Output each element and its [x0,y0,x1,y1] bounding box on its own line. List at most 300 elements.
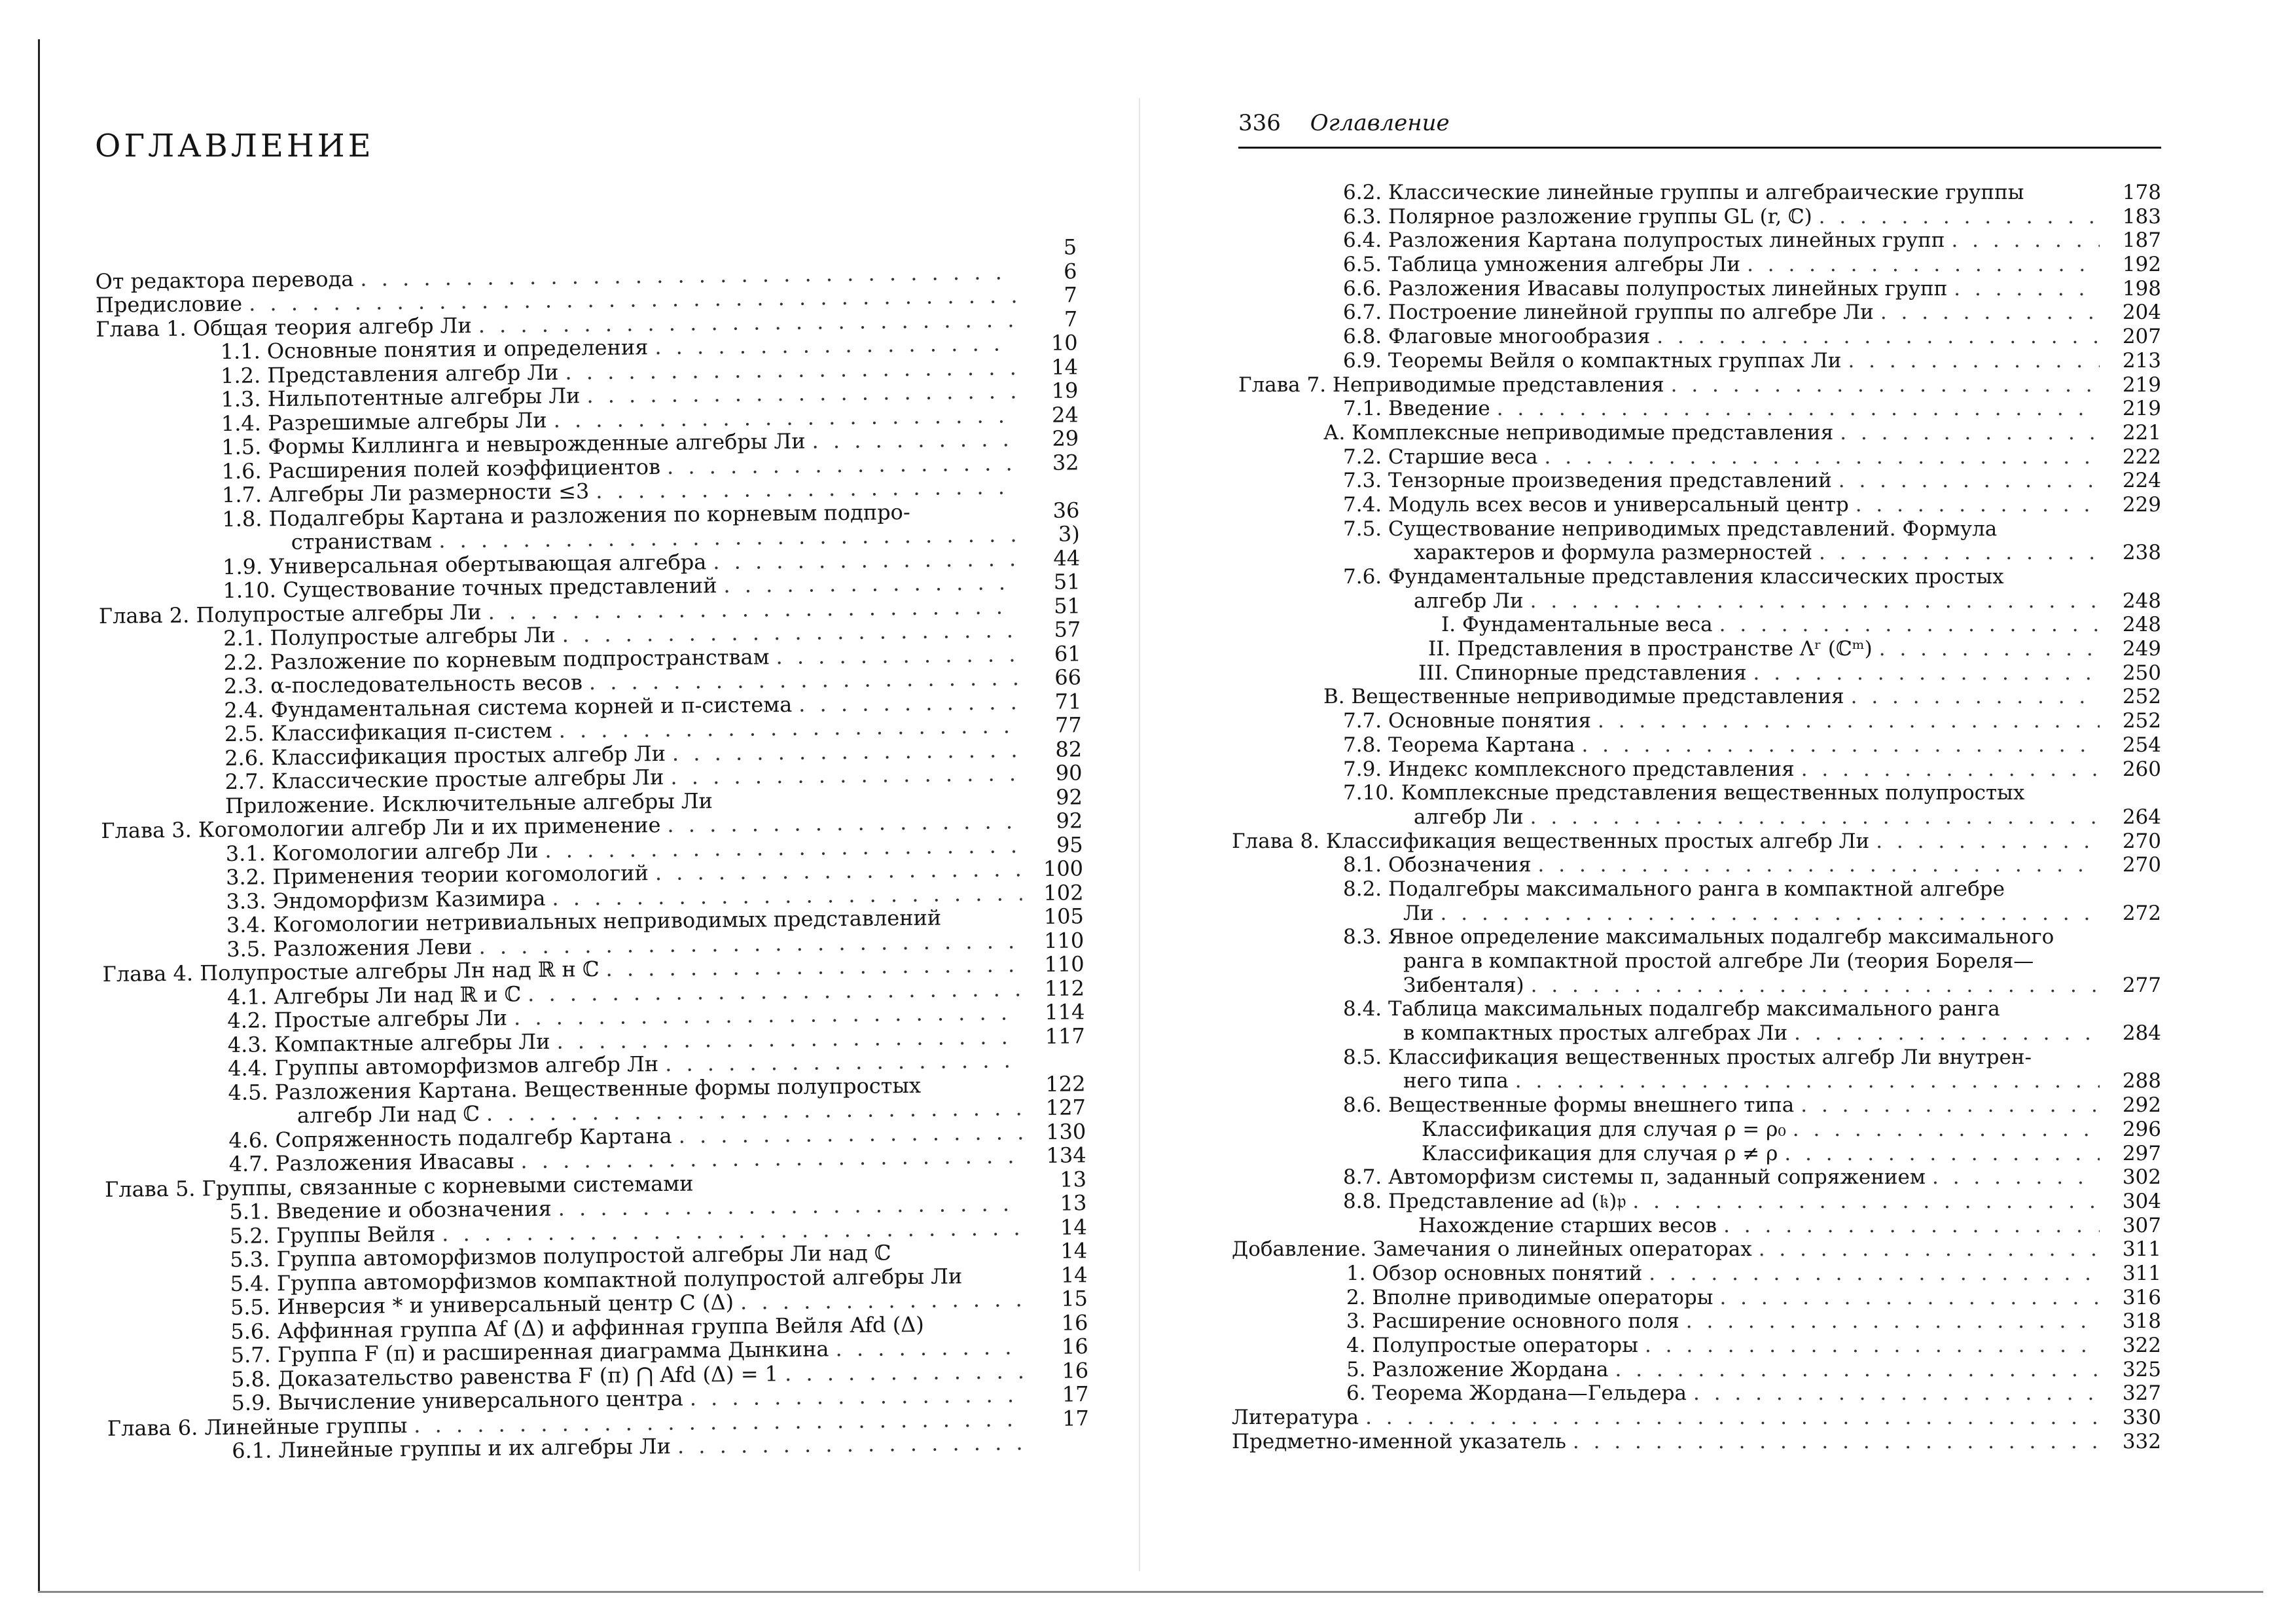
toc-entry-page: 304 [2122,1189,2161,1213]
toc-entry [1232,1286,2161,1310]
toc-leader-dots [1954,277,2100,301]
toc-entry-page: 238 [2122,541,2161,565]
toc-entry-page: 248 [2122,613,2161,637]
toc-entry-page: 288 [2122,1069,2161,1093]
page-title: ОГЛАВЛЕНИЕ [95,128,374,164]
toc-leader-dots [655,331,1016,359]
toc-entry-page: 224 [2122,469,2161,493]
toc-entry-label: 7.5. Существование неприводимых представлений. Формула [1343,517,1998,541]
toc-entry [1232,589,2161,613]
toc-entry-label: ранга в компактной простой алгебре Ли (теория Бореля— [1403,949,2034,973]
toc-entry-page: 92 [1055,784,1083,810]
toc-leader-dots [713,547,1018,574]
toc-leader-dots [812,427,1017,452]
toc-entry-page: 82 [1055,736,1083,762]
toc-entry-label: 7.1. Введение [1343,397,1490,421]
toc-entry [1232,949,2161,974]
toc-entry-page: 51 [1053,593,1081,619]
header-rule [1238,147,2161,149]
toc-entry-label: 7.6. Фундаментальные представления классических простых [1343,565,2004,589]
toc-entry-page: 127 [1045,1095,1086,1120]
toc-entry-label: Глава 4. Полупростые алгебры Лн над ℝ н ℂ [102,956,600,987]
toc-entry-page: 183 [2122,204,2161,228]
toc-entry-page: 66 [1054,665,1082,690]
toc-entry [1232,709,2161,733]
toc-entry-page: 302 [2122,1165,2161,1190]
running-head-title: Оглавление [1310,110,1450,136]
toc-entry-page: 16 [1061,1334,1088,1359]
toc-leader-dots [677,1431,1028,1458]
toc-leader-dots [672,738,1021,765]
toc-leader-dots [1645,1334,2100,1357]
toc-leader-dots [910,518,1028,519]
toc-leader-dots [1747,253,2100,276]
toc-entry-page: 32 [1052,449,1079,475]
toc-entry-page [1027,493,1079,494]
toc-entry-label: Классификация для случая ρ = ρ₀ [1422,1117,1786,1141]
toc-entry-label: 6.9. Теоремы Вейля о компактных группах Ли [1343,348,1842,373]
toc-entry [1232,1214,2161,1238]
toc-entry-page: 284 [2122,1021,2161,1046]
toc-entry [1232,853,2161,877]
toc-entry-label: 6.2. Классические линейные группы и алгебраические группы [1343,181,2024,204]
toc-entry-label: Глава 1. Общая теория алгебр Ли [96,312,472,342]
toc-leader-dots [1723,1214,2100,1237]
toc-leader-dots [776,642,1019,668]
toc-entry-label: Предисловие [95,291,243,318]
toc-entry-page: 250 [2122,661,2161,685]
toc-leader-dots [678,1120,1024,1148]
toc-leader-dots [1794,1021,2100,1045]
toc-entry-page: 207 [2122,325,2161,349]
toc-entry-label: 5.4. Группа автоморфизмов компактной полупростой алгебры Ли [230,1263,963,1296]
running-head [1238,110,1450,136]
toc-leader-dots [1719,613,2100,636]
toc-entry-label: 5.9. Вычисление универсального центра [231,1385,683,1415]
toc-leader-dots [1657,325,2100,348]
toc-entry-page: 51 [1053,569,1081,594]
toc-entry-label: 1.4. Разрешимые алгебры Ли [221,407,547,436]
toc-entry-label: 6.6. Разложения Ивасавы полупростых линейных групп [1343,276,1948,301]
toc-entry-label: 5.2. Группы Вейля [229,1221,436,1249]
toc-entry-label: в компактных простых алгебрах Ли [1403,1021,1788,1046]
toc-entry-page: 270 [2122,853,2161,877]
toc-entry-page: 29 [1052,426,1079,451]
toc-entry-label: 3.5. Разложения Леви [226,934,473,962]
toc-leader-dots [1497,397,2100,420]
toc-leader-dots [586,379,1016,407]
toc-entry-page: 311 [2122,1237,2161,1262]
toc-entry-label: Глава 8. Классификация вещественных простых алгебр Ли [1232,829,1870,853]
toc-leader-dots [667,451,1018,479]
toc-leader-dots [1515,1069,2100,1093]
toc-entry [1232,1142,2161,1166]
toc-entry-label: 5.6. Аффинная группа Af (Δ) и аффинная группа Вейля Afd (Δ) [230,1311,924,1344]
toc-entry [1232,565,2161,589]
toc-entry-page: 316 [2122,1285,2161,1309]
toc-leader-dots [924,1330,1036,1332]
toc-entry [1232,613,2161,637]
toc-entry [1232,1358,2161,1382]
toc-leader-dots [605,953,1022,981]
toc-entry-label: 5.7. Группа F (π) и расширенная диаграмма Дынкина [230,1336,829,1368]
toc-entry-page: 221 [2122,420,2161,445]
toc-leader-dots [1753,661,2100,685]
toc-entry-page: 92 [1056,808,1083,833]
toc-entry-label: алгебр Ли над ℂ [296,1101,480,1128]
toc-entry-page: 277 [2122,973,2161,997]
toc-entry-page: 272 [2122,901,2161,925]
toc-leader-dots [921,1091,1033,1093]
toc-entry [1232,781,2161,805]
toc-leader-dots [665,1048,1024,1076]
toc-leader-dots [1819,541,2100,564]
toc-leader-dots [1671,373,2100,397]
toc-entry [1232,1237,2161,1262]
toc-leader-dots [1851,685,2100,708]
page-number: 336 [1238,110,1281,136]
toc-leader-dots [835,1335,1027,1360]
toc-entry-page: 14 [1060,1262,1088,1288]
toc-entry-page: 318 [2122,1309,2161,1334]
toc-entry [1232,1262,2161,1286]
toc-entry [1232,1381,2161,1406]
toc-entry-label: Глава 7. Неприводимые представления [1238,373,1664,397]
toc-entry-label: характеров и формула размерностей [1414,541,1813,565]
toc-entry-page: 71 [1054,688,1082,714]
toc-entry-label: 1. Обзор основных понятий [1346,1261,1643,1285]
toc-leader-dots [1879,637,2100,661]
toc-entry-label: III. Спинорные представления [1418,661,1747,685]
toc-leader-dots [1441,902,2100,925]
toc-entry-page: 327 [2122,1381,2161,1406]
toc-entry-label: 5.3. Группа автоморфизмов полупростой алгебры Ли над ℂ [230,1240,891,1272]
toc-entry-label: Нахождение старших весов [1418,1213,1717,1237]
toc-leader-dots [1545,445,2100,469]
toc-entry [1232,1069,2161,1093]
toc-entry [1232,1093,2161,1118]
toc-entry [1232,349,2161,373]
toc-entry [1232,277,2161,301]
toc-entry-label: 2. Вполне приводимые операторы [1346,1285,1713,1309]
toc-entry-label: 8.4. Таблица максимальных подалгебр максимального ранга [1343,997,2000,1021]
toc-entry [1232,830,2161,854]
toc-entry-page: 307 [2122,1213,2161,1237]
toc-entry-label: Предметно-именной указатель [1232,1429,1566,1453]
toc-entry-label: 7.2. Старшие веса [1343,445,1538,469]
toc-entry-label: Глава 2. Полупростые алгебры Ли [98,599,482,629]
toc-entry-page: 187 [2122,228,2161,253]
toc-entry-label: I. Фундаментальные веса [1441,613,1713,637]
toc-entry-page: 213 [2122,348,2161,373]
toc-entry-page: 292 [2122,1093,2161,1118]
toc-entry [1232,205,2161,229]
toc-entry-label: 3.3. Эндоморфизм Казимира [226,885,546,914]
toc-leader-dots [1784,1142,2100,1165]
toc-entry [1232,373,2161,397]
toc-entry-page: 332 [2122,1429,2161,1453]
toc-entry [1232,805,2161,830]
toc-leader-dots [1686,1309,2100,1333]
toc-leader-dots [1880,301,2100,324]
toc-entry-label: 7.3. Тензорные произведения представлений [1343,469,1832,493]
toc-entry-page: 13 [1060,1190,1087,1216]
toc-entry-page: 14 [1060,1238,1088,1264]
toc-entry-label: 1.10. Существование точных представлений [223,573,717,603]
toc-entry [1232,661,2161,685]
toc-entry-page: 192 [2122,253,2161,277]
toc-entry [1232,757,2161,782]
toc-entry-page: 7 [1064,282,1078,308]
toc-entry-page: 249 [2122,637,2161,661]
toc-entry [1232,902,2161,926]
toc-entry-label: 1.5. Формы Киллинга и невырожденные алгебры Ли [221,428,806,460]
toc-entry-label: 4.4. Группы автоморфизмов алгебр Лн [227,1051,659,1081]
toc-entry-page: 5 [1063,234,1077,260]
toc-entry [1232,925,2161,949]
toc-leader-dots [798,690,1020,716]
toc-entry-label: 8.1. Обозначения [1343,853,1532,877]
toc-entry-label: 8.3. Явное определение максимальных подалгебр максимального [1343,925,2054,949]
toc-entry [1232,1118,2161,1142]
toc-entry [1232,469,2161,493]
toc-entry [1232,637,2161,661]
toc-entry [1232,974,2161,998]
toc-leader-dots [1801,757,2100,781]
toc-entry [1232,541,2161,565]
toc-entry-page: 311 [2122,1261,2161,1285]
toc-entry-label: 1.7. Алгебры Ли размерности ≤3 [221,479,590,507]
toc-leader-dots [655,857,1022,884]
toc-entry-page: 252 [2122,685,2161,709]
toc-entry-label: 7.7. Основные понятия [1343,709,1592,733]
toc-entry-page: 95 [1056,831,1083,858]
toc-entry-page: 110 [1044,951,1085,977]
toc-entry-page: 254 [2122,733,2161,757]
toc-entry-label: 2.5. Классификация π-систем [224,718,552,746]
toc-entry-page: 325 [2122,1357,2161,1381]
toc-leader-dots [1530,805,2100,829]
toc-entry-label: 3.2. Применения теории когомологий [225,860,649,890]
toc-leader-dots [1531,974,2100,997]
toc-entry-label: 2.1. Полупростые алгебры Ли [223,622,556,651]
toc-entry-label: 5. Разложение Жордана [1346,1357,1609,1381]
toc-entry-label: 8.2. Подалгебры максимального ранга в компактной алгебре [1343,877,2005,901]
toc-entry-label: 2.4. Фундаментальная система корней и π-система [224,691,793,723]
toc-entry-label: II. Представления в пространстве Λʳ (ℂᵐ) [1428,637,1873,661]
toc-leader-dots [1693,1381,2100,1405]
toc-entry-page: 6 [1063,258,1077,284]
toc-entry-label: 5.8. Доказательство равенства F (π) ⋂ Afd (Δ) = 1 [230,1360,779,1392]
toc-entry-label: 6.8. Флаговые многообразия [1343,325,1651,349]
toc-entry-label: В. Вещественные неприводимые представления [1323,685,1844,709]
toc-entry-label: 4.3. Компактные алгебры Ли [227,1029,550,1057]
toc-entry-label: страниствам [291,528,433,555]
toc-entry-page: 90 [1055,760,1083,786]
toc-leader-dots [1719,1286,2100,1309]
toc-entry-page: 117 [1045,1023,1085,1049]
toc-leader-dots [1530,589,2100,613]
toc-entry-page: 297 [2122,1141,2161,1165]
toc-leader-dots [1801,1093,2100,1117]
toc-entry-label: 5.1. Введение и обозначения [229,1195,552,1224]
toc-leader-dots [1538,853,2100,877]
toc-leader-dots [1615,1358,2100,1381]
toc-leader-dots [1573,1430,2100,1453]
toc-entry [1232,685,2161,709]
toc-entry-label: Глава 5. Группы, связанные с корневыми системами [104,1171,694,1202]
toc-leader-dots [1649,1262,2100,1285]
toc-entry-page: 77 [1054,712,1082,738]
toc-entry-label: 6.4. Разложения Картана полупростых линейных групп [1343,228,1945,253]
toc-entry [1232,1021,2161,1046]
toc-entry [1232,1165,2161,1190]
toc-leader-dots [1932,1165,2100,1189]
toc-leader-dots [1848,349,2100,373]
toc-entry-label: 4.7. Разложения Ивасавы [228,1148,514,1176]
toc-entry-page: 15 [1061,1286,1088,1311]
toc-entry-page: 100 [1043,856,1084,881]
toc-entry-label: 2.7. Классические простые алгебры Ли [224,764,664,794]
toc-leader-dots [740,1287,1026,1314]
toc-entry-label: Классификация для случая ρ ≠ ρ [1422,1141,1778,1165]
toc-entry-label: 4.5. Разложения Картана. Вещественные формы полупростых [228,1072,922,1105]
toc-leader-dots [589,666,1020,694]
toc-entry-page: 112 [1044,975,1085,1001]
toc-entry-page: 134 [1046,1142,1086,1168]
toc-entry-label: 3.4. Когомологии нетривиальных неприводимых представлений [226,905,942,938]
toc-entry [1232,228,2161,253]
toc-leader-dots [1632,1190,2100,1213]
toc-entry-label: 2.2. Разложение по корневым подпространствам [223,644,770,675]
toc-entry-page: 44 [1053,545,1081,571]
toc-leader-dots [667,809,1021,837]
toc-leader-dots [1759,1237,2100,1261]
toc-entry-label: От редактора перевода [95,266,354,294]
toc-entry-page: 61 [1054,640,1081,666]
toc-entry-label: 6.3. Полярное разложение группы GL (r, ℂ) [1343,204,1812,228]
toc-entry-label: Литература [1232,1406,1359,1430]
toc-entry-label: А. Комплексные неприводимые представления [1323,420,1834,445]
toc-entry-label: 4.1. Алгебры Ли над ℝ и ℂ [226,981,522,1010]
toc-entry [1232,517,2161,541]
toc-entry-label: 1.9. Универсальная обертывающая алгебра [222,549,707,579]
toc-entry-page: 322 [2122,1334,2161,1357]
toc-leader-dots [1856,493,2100,517]
toc-leader-dots [694,1187,1035,1190]
toc-entry [1232,445,2161,469]
toc-entry-label: 8.7. Автоморфизм системы π, заданный сопряжением [1343,1165,1926,1190]
toc-leader-dots [1365,1406,2100,1429]
toc-entry [1232,493,2161,517]
toc-entry-page: 222 [2122,445,2161,469]
toc-entry [1232,1406,2161,1430]
toc-entry-label: 4.2. Простые алгебры Ли [227,1005,508,1033]
toc-leader-dots [723,570,1018,597]
toc-entry [1232,421,2161,445]
toc-leader-dots [670,761,1021,789]
toc-entry-page: 105 [1043,903,1085,929]
toc-entry-label: 1.3. Нильпотентные алгебры Ли [221,383,581,412]
toc-entry-page: 122 [1045,1070,1086,1097]
toc-entry-label: 7.4. Модуль всех весов и универсальный центр [1343,492,1849,517]
toc-entry-page: 229 [2122,492,2161,517]
toc-entry-label: 2.6. Классификация простых алгебр Ли [224,740,666,771]
toc-entry-page: 16 [1062,1357,1089,1383]
toc-entry-page: 252 [2122,709,2161,733]
toc-entry-label: 1.6. Расширения полей коэффициентов [221,454,661,484]
toc-entry [1232,1046,2161,1070]
toc-leader-dots [1840,421,2100,445]
toc-entry-label: 4.6. Сопряженность подалгебр Картана [228,1123,672,1153]
toc-entry [1232,1309,2161,1334]
toc-entry-page: 264 [2122,805,2161,829]
toc-entry-page: 219 [2122,373,2161,397]
toc-entry-page: 114 [1045,999,1085,1025]
toc-list-right [1232,181,2161,1453]
toc-entry [1232,253,2161,277]
toc-entry-label: 8.6. Вещественные формы внешнего типа [1343,1093,1795,1118]
toc-entry-page: 296 [2122,1117,2161,1141]
toc-entry-page: 204 [2122,301,2161,325]
toc-entry-page: 270 [2122,829,2161,853]
toc-entry-page: 178 [2122,181,2161,204]
toc-entry-page: 3) [1058,521,1080,547]
toc-entry-label: 7.8. Теорема Картана [1343,733,1575,757]
toc-entry-label: 7.10. Комплексные представления вещественных полупростых [1343,781,2025,805]
toc-entry-page: 260 [2122,757,2161,781]
toc-leader-dots [1876,830,2100,853]
toc-entry-page: 17 [1062,1381,1089,1407]
toc-list-left [95,235,1089,1464]
toc-entry-label: 6.5. Таблица умножения алгебры Ли [1343,253,1741,277]
toc-leader-dots [1598,709,2100,733]
toc-leader-dots [1839,469,2100,492]
toc-entry [1232,301,2161,325]
toc-entry-label: 3.1. Когомологии алгебр Ли [225,837,539,866]
toc-entry-page: 14 [1051,354,1079,380]
toc-leader-dots [891,1258,1035,1260]
toc-entry-label: Глава 3. Когомологии алгебр Ли и их применение [101,812,661,843]
toc-entry-label: Глава 6. Линейные группы [107,1412,408,1441]
toc-entry-label: Добавление. Замечания о линейных операторах [1232,1237,1752,1262]
toc-entry-page: 102 [1043,879,1084,905]
toc-entry-page: 57 [1054,617,1081,642]
toc-entry-label: 6.7. Построение линейной группы по алгебре Ли [1343,301,1874,325]
toc-entry-label: 8.8. Представление ad (𝔨)𝔭 [1343,1189,1626,1213]
toc-leader-dots [713,805,1030,808]
toc-entry-label: 1.1. Основные понятия и определения [220,335,649,365]
toc-entry-label: 7.9. Индекс комплексного представления [1343,757,1795,781]
toc-entry-page: 13 [1060,1166,1087,1192]
toc-leader-dots [1819,205,2100,228]
toc-entry [1232,733,2161,757]
toc-leader-dots [1793,1118,2100,1141]
toc-entry-page: 14 [1060,1214,1087,1240]
toc-entry-label: него типа [1403,1069,1509,1093]
toc-entry [1232,1334,2161,1358]
toc-entry-page: 110 [1043,927,1085,953]
toc-entry-label: 5.5. Инверсия * и универсальный центр C (Δ) [230,1289,734,1320]
toc-leader-dots [1951,228,2100,252]
toc-entry-page: 10 [1050,330,1078,356]
toc-entry-page: 16 [1061,1309,1088,1336]
toc-entry-label: 8.5. Классификация вещественных простых алгебр Ли внутрен- [1343,1045,2032,1069]
toc-leader-dots [1581,733,2100,757]
toc-entry-page: 219 [2122,397,2161,421]
toc-entry [1232,1190,2161,1214]
toc-entry-page: 36 [1052,497,1080,523]
